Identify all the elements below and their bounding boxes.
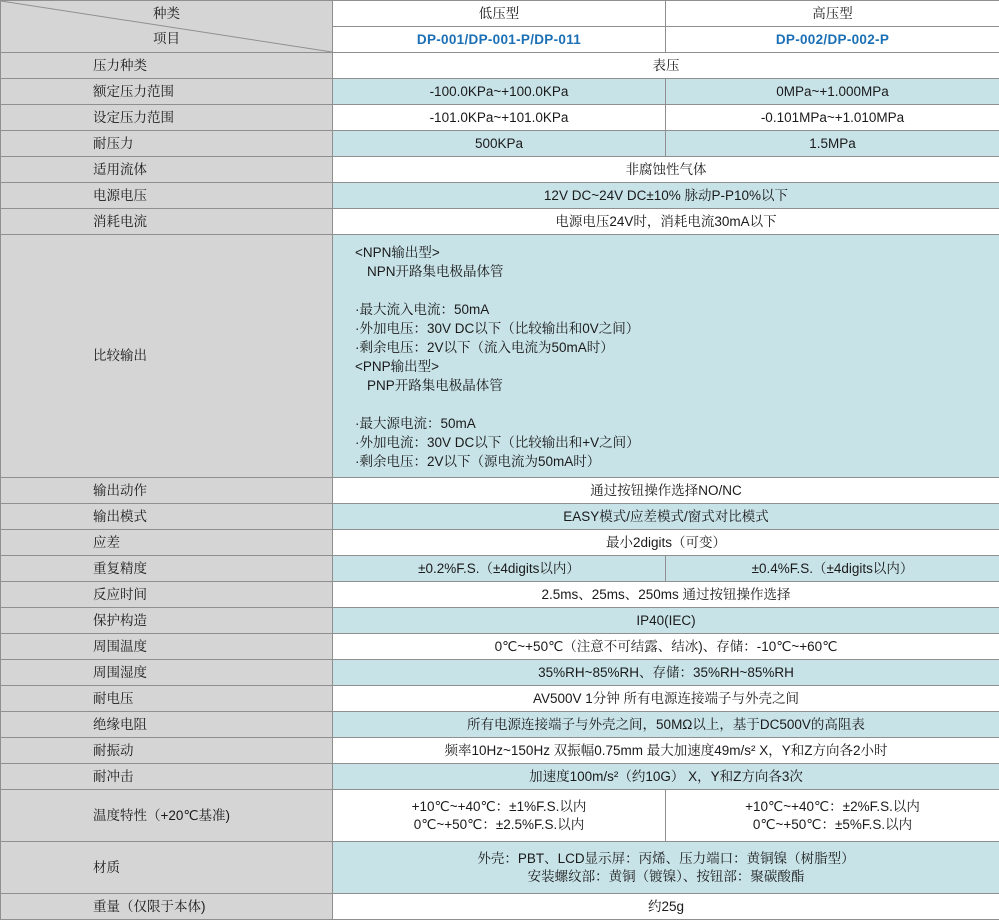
row-pressure-type: [1, 53, 999, 79]
label-weight: 重量（仅限于本体): [1, 894, 333, 920]
row-current: [1, 209, 999, 235]
header-high-models: DP-002/DP-002-P: [666, 27, 999, 53]
label-proof-pressure: 耐压力: [1, 131, 333, 157]
row-response-time: [1, 582, 999, 608]
value-rated-range-low: -100.0KPa~+100.0KPa: [333, 79, 666, 105]
temp-high-line-2: 0℃~+50℃：±5%F.S.以内: [672, 816, 993, 834]
row-output-action: [1, 478, 999, 504]
value-fluid: 非腐蚀性气体: [333, 157, 999, 183]
value-ambient-humidity: 35%RH~85%RH、存储：35%RH~85%RH: [333, 660, 999, 686]
value-proof-pressure-high: 1.5MPa: [666, 131, 999, 157]
material-line-2: 安装螺纹部：黄铜（镀镍）、按钮部：聚碳酸酯: [339, 868, 993, 886]
row-comparison-output: [1, 235, 999, 478]
row-withstand-voltage: [1, 686, 999, 712]
row-shock: [1, 764, 999, 790]
pnp-line-1: ·最大源电流：50mA: [355, 414, 681, 433]
value-withstand-voltage: AV500V 1分钟 所有电源连接端子与外壳之间: [333, 686, 999, 712]
label-fluid: 适用流体: [1, 157, 333, 183]
row-ambient-humidity: [1, 660, 999, 686]
label-material: 材质: [1, 842, 333, 894]
label-output-action: 输出动作: [1, 478, 333, 504]
label-response-time: 反应时间: [1, 582, 333, 608]
pnp-output-spec: [355, 357, 681, 471]
value-hysteresis: 最小2digits（可变）: [333, 530, 999, 556]
label-set-range: 设定压力范围: [1, 105, 333, 131]
value-output-action: 通过按钮操作选择NO/NC: [333, 478, 999, 504]
temp-high-line-1: +10℃~+40℃：±2%F.S.以内: [672, 798, 993, 816]
row-fluid: [1, 157, 999, 183]
header-category: 种类: [1, 5, 332, 23]
header-item: 项目: [1, 30, 332, 48]
value-set-range-high: -0.101MPa~+1.010MPa: [666, 105, 999, 131]
value-insulation: 所有电源连接端子与外壳之间，50MΩ以上，基于DC500V的高阻表: [333, 712, 999, 738]
value-current: 电源电压24V时，消耗电流30mA以下: [333, 209, 999, 235]
value-weight: 约25g: [333, 894, 999, 920]
row-temp-characteristic: [1, 790, 999, 842]
label-ambient-humidity: 周围湿度: [1, 660, 333, 686]
npn-line-2: ·外加电压：30V DC以下（比较输出和0V之间）: [355, 319, 681, 338]
row-proof-pressure: [1, 131, 999, 157]
value-set-range-low: -101.0KPa~+101.0KPa: [333, 105, 666, 131]
row-output-mode: [1, 504, 999, 530]
label-hysteresis: 应差: [1, 530, 333, 556]
temp-low-line-1: +10℃~+40℃：±1%F.S.以内: [339, 798, 659, 816]
header-high-type: 高压型: [666, 1, 999, 27]
row-repeatability: [1, 556, 999, 582]
label-pressure-type: 压力种类: [1, 53, 333, 79]
row-set-range: [1, 105, 999, 131]
row-rated-range: [1, 79, 999, 105]
material-line-1: 外壳：PBT、LCD显示屏：丙烯、压力端口：黄铜镍（树脂型）: [339, 850, 993, 868]
label-current: 消耗电流: [1, 209, 333, 235]
npn-line-3: ·剩余电压：2V以下（流入电流为50mA时）: [355, 338, 681, 357]
value-temp-characteristic-low: [333, 790, 666, 842]
value-ambient-temp: 0℃~+50℃（注意不可结露、结冰)、存储：-10℃~+60℃: [333, 634, 999, 660]
label-comparison-output: 比较输出: [1, 235, 333, 478]
value-comparison-output: [333, 235, 999, 478]
pnp-type: PNP开路集电极晶体管: [355, 376, 681, 395]
npn-type: NPN开路集电极晶体管: [355, 262, 681, 281]
npn-title: <NPN输出型>: [355, 243, 681, 262]
pnp-title: <PNP输出型>: [355, 357, 681, 376]
pnp-line-3: ·剩余电压：2V以下（源电流为50mA时）: [355, 452, 681, 471]
row-ambient-temp: [1, 634, 999, 660]
value-repeatability-high: ±0.4%F.S.（±4digits以内）: [666, 556, 999, 582]
label-repeatability: 重复精度: [1, 556, 333, 582]
header-diagonal-cell: [1, 1, 333, 53]
value-protection: IP40(IEC): [333, 608, 999, 634]
label-supply-voltage: 电源电压: [1, 183, 333, 209]
label-vibration: 耐振动: [1, 738, 333, 764]
row-vibration: [1, 738, 999, 764]
label-shock: 耐冲击: [1, 764, 333, 790]
label-temp-characteristic: 温度特性（+20℃基准): [1, 790, 333, 842]
label-ambient-temp: 周围温度: [1, 634, 333, 660]
row-material: [1, 842, 999, 894]
value-material: [333, 842, 999, 894]
label-insulation: 绝缘电阻: [1, 712, 333, 738]
row-insulation: [1, 712, 999, 738]
row-protection: [1, 608, 999, 634]
value-vibration: 频率10Hz~150Hz 双振幅0.75mm 最大加速度49m/s² X，Y和Z方向各2小时: [333, 738, 999, 764]
row-weight: [1, 894, 999, 920]
npn-output-spec: [355, 243, 681, 357]
npn-line-1: ·最大流入电流：50mA: [355, 300, 681, 319]
value-repeatability-low: ±0.2%F.S.（±4digits以内）: [333, 556, 666, 582]
header-low-type: 低压型: [333, 1, 666, 27]
row-supply-voltage: [1, 183, 999, 209]
label-rated-range: 额定压力范围: [1, 79, 333, 105]
value-temp-characteristic-high: [666, 790, 999, 842]
label-withstand-voltage: 耐电压: [1, 686, 333, 712]
header-low-models: DP-001/DP-001-P/DP-011: [333, 27, 666, 53]
temp-low-line-2: 0℃~+50℃：±2.5%F.S.以内: [339, 816, 659, 834]
row-hysteresis: [1, 530, 999, 556]
value-response-time: 2.5ms、25ms、250ms 通过按钮操作选择: [333, 582, 999, 608]
value-output-mode: EASY模式/应差模式/窗式对比模式: [333, 504, 999, 530]
value-rated-range-high: 0MPa~+1.000MPa: [666, 79, 999, 105]
value-pressure-type: 表压: [333, 53, 999, 79]
value-shock: 加速度100m/s²（约10G） X，Y和Z方向各3次: [333, 764, 999, 790]
label-protection: 保护构造: [1, 608, 333, 634]
pnp-line-2: ·外加电流：30V DC以下（比较输出和+V之间）: [355, 433, 681, 452]
value-supply-voltage: 12V DC~24V DC±10% 脉动P-P10%以下: [333, 183, 999, 209]
label-output-mode: 输出模式: [1, 504, 333, 530]
value-proof-pressure-low: 500KPa: [333, 131, 666, 157]
header-row-type: [1, 1, 999, 27]
